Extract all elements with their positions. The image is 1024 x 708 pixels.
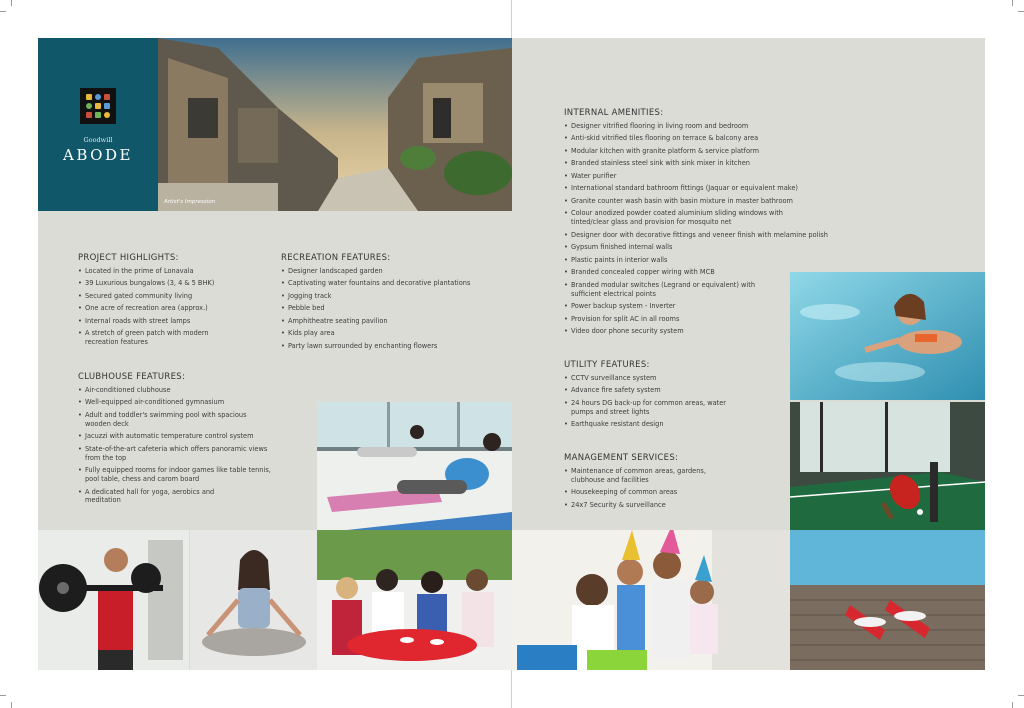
list-item: • Housekeeping of common areas — [564, 488, 709, 497]
utility-features-title: UTILITY FEATURES: — [564, 360, 650, 370]
management-services-list — [564, 467, 709, 513]
list-item: • Party lawn surrounded by enchanting flowers — [281, 342, 506, 351]
crop-mark — [1012, 702, 1013, 708]
project-highlights-list — [78, 267, 258, 351]
cafeteria-photo — [317, 530, 512, 670]
clubhouse-features-list — [78, 386, 273, 509]
list-item: • Designer door with decorative fittings and veneer finish with melamine polish — [564, 231, 864, 240]
crop-mark — [1018, 11, 1024, 12]
meditation-photo — [190, 530, 317, 670]
hero-caption: Artist's Impression — [164, 199, 216, 205]
list-item: • Jogging track — [281, 292, 506, 301]
list-item: • State-of-the-art cafeteria which offers panoramic views from the top — [78, 445, 273, 463]
list-item: • Fully equipped rooms for indoor games like table tennis, pool table, chess and carom board — [78, 466, 273, 484]
left-page — [38, 38, 512, 670]
list-item: • Gypsum finished internal walls — [564, 243, 864, 252]
list-item: • Granite counter wash basin with basin mixture in master bathroom — [564, 197, 864, 206]
list-item: • Anti-skid vitrified tiles flooring on terrace & balcony area — [564, 134, 864, 143]
list-item: • Maintenance of common areas, gardens, clubhouse and facilities — [564, 467, 709, 485]
list-item: • Captivating water fountains and decorative plantations — [281, 279, 506, 288]
table-tennis-photo — [790, 402, 985, 530]
list-item: • Located in the prime of Lonavala — [78, 267, 258, 276]
recreation-features-title: RECREATION FEATURES: — [281, 253, 391, 263]
crop-mark — [11, 0, 12, 6]
project-highlights-title: PROJECT HIGHLIGHTS: — [78, 253, 179, 263]
list-item: • Power backup system - Inverter — [564, 302, 864, 311]
list-item: • Jacuzzi with automatic temperature control system — [78, 432, 273, 441]
management-services-title: MANAGEMENT SERVICES: — [564, 453, 679, 463]
list-item: • Well-equipped air-conditioned gymnasium — [78, 398, 273, 407]
list-item: • A dedicated hall for yoga, aerobics and meditation — [78, 488, 225, 506]
list-item: • Amphitheatre seating pavilion — [281, 317, 506, 326]
list-item: • Colour anodized powder coated aluminium sliding windows with tinted/clear glass and provision for mosquito net — [564, 209, 806, 227]
list-item: • Earthquake resistant design — [564, 420, 734, 429]
right-page — [512, 38, 985, 670]
list-item: • A stretch of green patch with modern recreation features — [78, 329, 235, 347]
list-item: • Branded concealed copper wiring with MCB — [564, 268, 864, 277]
pool-deck-photo — [790, 530, 985, 670]
swimming-woman-photo — [790, 272, 985, 400]
list-item: • Kids play area — [281, 329, 506, 338]
list-item: • Provision for split AC in all rooms — [564, 315, 864, 324]
crop-mark — [1018, 695, 1024, 696]
yoga-class-photo — [317, 402, 512, 530]
brand-logo-icon — [80, 88, 116, 124]
crop-mark — [11, 702, 12, 708]
list-item: • International standard bathroom fittings (Jaquar or equivalent make) — [564, 184, 864, 193]
brand-name: ABODE — [63, 146, 133, 164]
list-item: • Designer landscaped garden — [281, 267, 506, 276]
list-item: • Modular kitchen with granite platform & service platform — [564, 147, 864, 156]
list-item: • Branded stainless steel sink with sink mixer in kitchen — [564, 159, 864, 168]
crop-mark — [0, 11, 6, 12]
clubhouse-features-title: CLUBHOUSE FEATURES: — [78, 372, 186, 382]
list-item: • Plastic paints in interior walls — [564, 256, 864, 265]
crop-mark — [1012, 0, 1013, 6]
list-item: • 24 hours DG back-up for common areas, water pumps and street lights — [564, 399, 734, 417]
list-item: • 39 Luxurious bungalows (3, 4 & 5 BHK) — [78, 279, 258, 288]
brand-panel — [38, 38, 158, 211]
list-item: • Pebble bed — [281, 304, 506, 313]
list-item: • Advance fire safety system — [564, 386, 734, 395]
list-item: • 24x7 Security & surveillance — [564, 501, 709, 510]
list-item: • Branded modular switches (Legrand or equivalent) with sufficient electrical points — [564, 281, 771, 299]
list-item: • CCTV surveillance system — [564, 374, 734, 383]
family-party-photo — [512, 530, 790, 670]
list-item: • Secured gated community living — [78, 292, 258, 301]
recreation-features-list — [281, 267, 506, 354]
brand-name-small: Goodwill — [83, 136, 113, 144]
utility-features-list — [564, 374, 734, 433]
gym-photo — [38, 530, 189, 670]
list-item: • Designer vitrified flooring in living room and bedroom — [564, 122, 864, 131]
list-item: • One acre of recreation area (approx.) — [78, 304, 258, 313]
list-item: • Water purifier — [564, 172, 864, 181]
list-item: • Internal roads with street lamps — [78, 317, 258, 326]
crop-mark — [0, 695, 6, 696]
internal-amenities-title: INTERNAL AMENITIES: — [564, 108, 664, 118]
list-item: • Video door phone security system — [564, 327, 864, 336]
hero-bungalows-photo — [158, 38, 512, 211]
list-item: • Air-conditioned clubhouse — [78, 386, 273, 395]
list-item: • Adult and toddler's swimming pool with spacious wooden deck — [78, 411, 273, 429]
